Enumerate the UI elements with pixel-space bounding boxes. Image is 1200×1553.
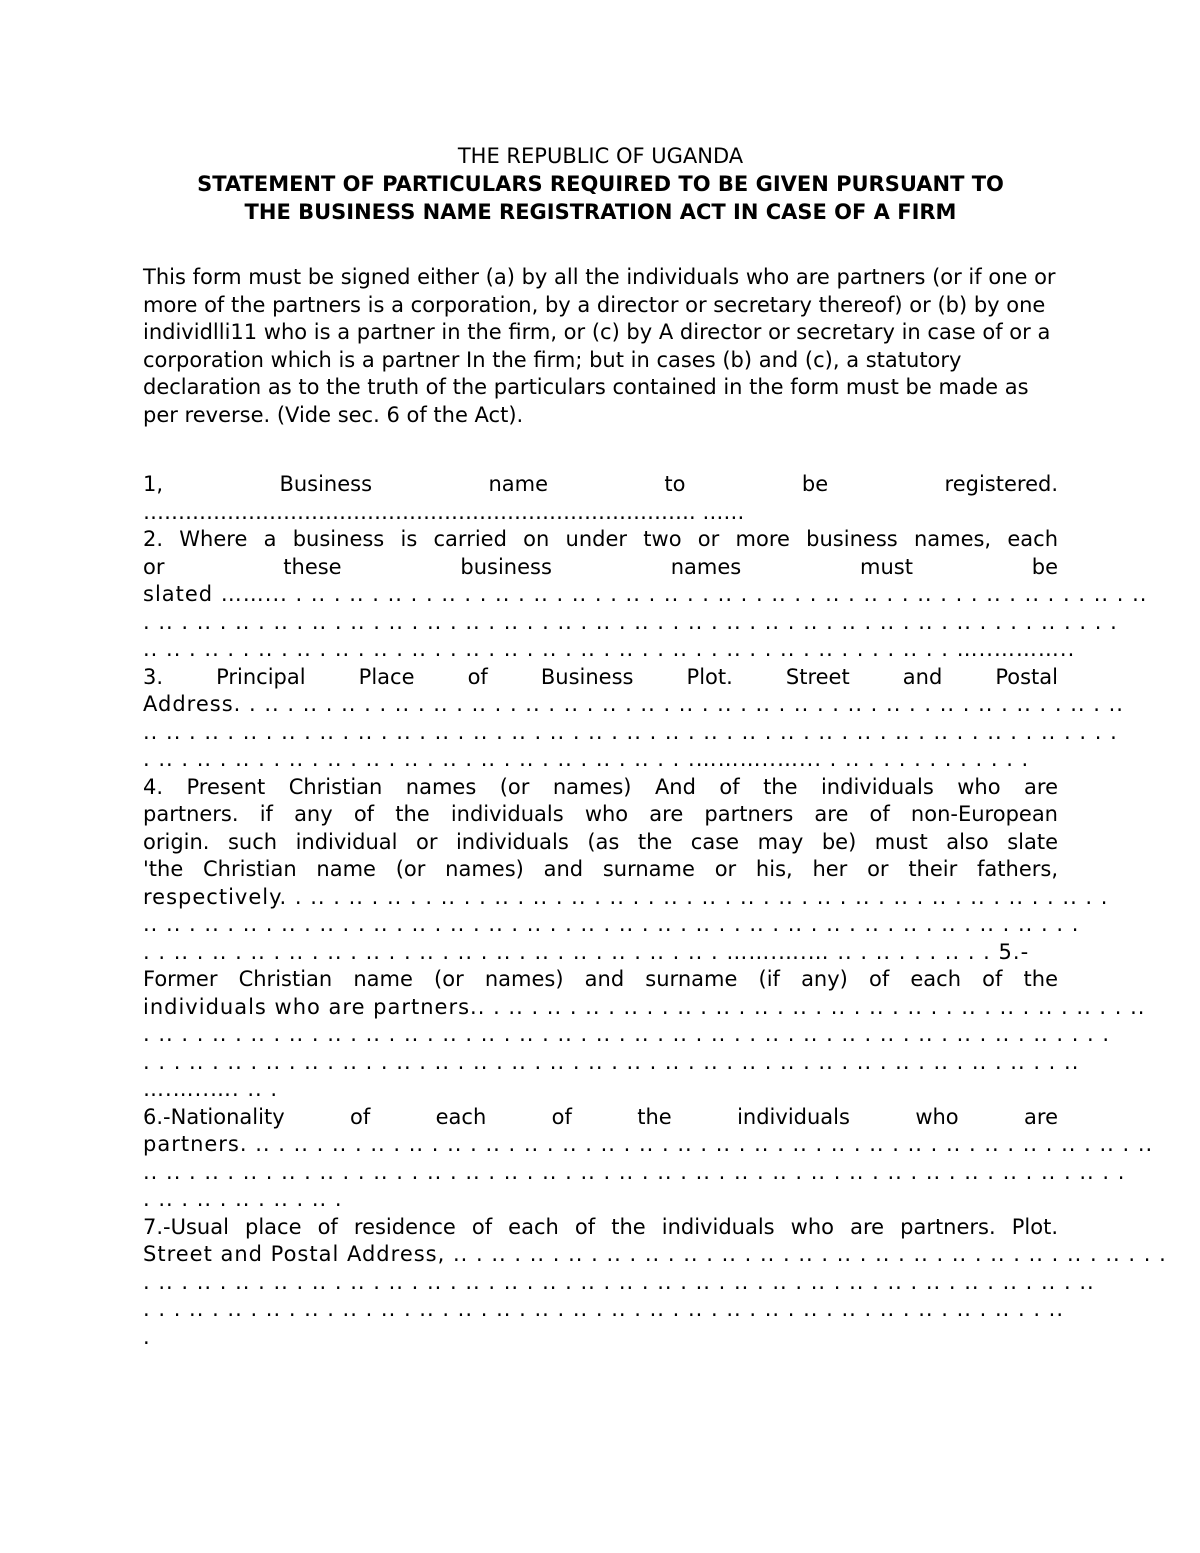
item-3-label: 3. Principal Place of Business Plot. Street and Postal	[143, 664, 1058, 689]
item-2-fill-line-1[interactable]: slated ……... . .. . .. . .. . . .. . . .. . .. . .. . . .. . .. . . .. . . .. . . .. . .. . . .. . . . .. . .. . . . .. . ..	[143, 582, 1148, 606]
item-present-names	[143, 774, 1109, 967]
item-4-fill-line-3[interactable]: . . .. . .. . .. . .. . .. . .. . . .. . .. . .. . .. . .. . .. . .. . .. . …….….… .. . .. . . . .. . . 5.-	[143, 939, 1030, 964]
document-page	[143, 142, 1167, 1351]
item-former-names	[143, 966, 1146, 1104]
country-heading: THE REPUBLIC OF UGANDA	[457, 144, 744, 168]
item-4-label-line-1: 4. Present Christian names (or names) And of the individuals who are	[143, 774, 1058, 799]
item-6-label: 6.-Nationality of each of the individuals who are	[143, 1104, 1058, 1129]
item-7-fill-line-4[interactable]: .	[143, 1324, 151, 1349]
particulars-list	[143, 471, 1167, 1351]
item-4-fill-line-1[interactable]: respectively. . .. . .. . .. . . .. . . .. . .. . .. . .. . . .. . .. . .. . .. . .. . .. . .. . .. . .. . .. . . .. . .	[143, 884, 1109, 909]
item-4-fill-line-2[interactable]: .. .. . .. . .. . .. . .. . . .. . .. . .. . .. . .. . . .. . .. . .. . .. . . .. . .. . .. . .. . .. . .. . .. . .. . . .	[143, 912, 1080, 936]
item-principal-place	[143, 664, 1124, 774]
item-7-fill-line-3[interactable]: . . . .. . .. . .. . .. . .. . .. . .. . .. . .. . .. . .. . .. . .. . .. . .. . .. . .. . .. . .. . .. . .. . .. . . ..	[143, 1297, 1065, 1321]
item-1-label: 1, Business name to be registered.	[143, 472, 1058, 496]
item-5-fill-line-3[interactable]: . . . .. . .. . .. . .. . .. . . .. . .. . .. . .. . .. . .. . .. . .. . .. . .. . .. . .. . .. . .. . .. . .. . .. . . ..	[143, 1049, 1080, 1074]
item-2-label-line-1: 2. Where a business is carried on under two or more business names, each	[143, 527, 1058, 551]
item-6-fill-line-1[interactable]: partners. .. . .. . .. . .. . .. . .. . .. . .. . .. . .. . .. . .. . .. . .. . .. . .. . .. . .. . .. . .. . .. . .. . .. . ..	[143, 1132, 1154, 1156]
form-title-line-2: THE BUSINESS NAME REGISTRATION ACT IN CASE OF A FIRM	[244, 200, 957, 224]
item-1-fill-line[interactable]: ……………………………………………………………………. ……	[143, 499, 745, 524]
item-3-fill-line-3[interactable]: . .. . .. . .. . . .. . .. . .. . .. . .. . .. . .. . .. . .. . .. . . .………..…... . .. . . . . . . . . . . .	[143, 747, 1030, 771]
item-5-fill-line-2[interactable]: . .. . . .. . .. . .. . .. . .. . .. . .. . .. . .. . .. . .. . .. . .. . .. . . .. . .. . .. . .. . .. . .. . .. . .. . . . .	[143, 1022, 1111, 1046]
item-2-fill-line-3[interactable]: .. .. . .. . . .. . .. . .. . .. . .. . . .. . .. . .. . .. . .. . . .. . . .. . . .. . .. . . . . .. . . …..………..	[143, 637, 1076, 661]
item-4-label-line-3: origin. such individual or individuals (as the case may be) must also slate	[143, 829, 1058, 854]
item-4-label-line-2: partners. if any of the individuals who are partners are of non-European	[143, 802, 1058, 826]
form-title-line-1: STATEMENT OF PARTICULARS REQUIRED TO BE GIVEN PURSUANT TO	[197, 172, 1004, 196]
item-7-fill-line-1[interactable]: Street and Postal Address, .. . .. . .. . .. . .. . .. . .. . .. . .. . .. . .. . .. . .. . .. . .. . .. . .. . .. . . .	[143, 1242, 1167, 1266]
item-2-fill-line-2[interactable]: . .. . .. . .. . .. . .. . .. . .. . .. . .. . .. . . .. . .. . .. . . .. . .. . .. . .. . .. . .. . .. . .. . . . . .. . . . .	[143, 609, 1118, 634]
item-7-label: 7.-Usual place of residence of each of the individuals who are partners. Plot.	[143, 1214, 1058, 1239]
item-business-names	[143, 526, 1148, 664]
item-2-label-line-2: or these business names must be	[143, 554, 1058, 579]
item-5-fill-line-1[interactable]: individuals who are partners.. . .. . .. . .. . .. . . .. . .. . .. . .. . .. . .. . .. . . .. . .. . .. . .. . . ..	[143, 994, 1146, 1019]
item-4-label-line-4: 'the Christian name (or names) and surname or his, her or their fathers,	[143, 857, 1058, 881]
item-3-fill-line-1[interactable]: Address. . .. . .. . .. . . .. . .. . .. . . .. . .. . .. . .. . .. . .. . .. . .. . . .. . .. . . .. . .. . .. . . .. . ..	[143, 692, 1124, 716]
item-3-fill-line-2[interactable]: .. .. . .. . .. . .. . .. . .. . .. . .. . .. . .. . .. . .. . .. . .. . .. . .. . .. . .. . .. . .. . .. . . .. . . .. . . . .	[143, 719, 1118, 744]
item-5-fill-line-4[interactable]: ….…..…. .. .	[143, 1077, 279, 1101]
item-nationality	[143, 1104, 1154, 1214]
item-6-fill-line-3[interactable]: . .. . .. . .. . .. . .. .	[143, 1187, 343, 1211]
item-7-fill-line-2[interactable]: . .. . .. . .. . .. . .. . .. . .. . .. . .. . .. . .. . .. . .. . .. . .. . .. . .. . .. . .. . .. . .. . .. . .. . .. . ..	[143, 1269, 1095, 1294]
signing-instructions: This form must be signed either (a) by all the individuals who are partners (or if one or more of the partners is a corporation, by a director or secretary thereof) or (b) by one individlli11 who is a partner in the firm, or (c) by A director or secretary in case of or a corporation which is a partner In the firm; but in cases (b) and (c), a statutory declaration as to the truth of the particulars contained in the form must be made as per reverse. (Vide sec. 6 of the Act).	[143, 265, 1056, 427]
item-5-label: Former Christian name (or names) and surname (if any) of each of the	[143, 967, 1058, 991]
item-business-name	[143, 471, 1058, 526]
item-residence	[143, 1214, 1167, 1352]
item-6-fill-line-2[interactable]: .. .. . .. . .. . .. . .. . . .. . . .. . .. . .. . .. . .. . .. . .. . .. . .. . .. . .. . .. . .. . .. . .. . .. . .. . .. . .	[143, 1159, 1126, 1184]
